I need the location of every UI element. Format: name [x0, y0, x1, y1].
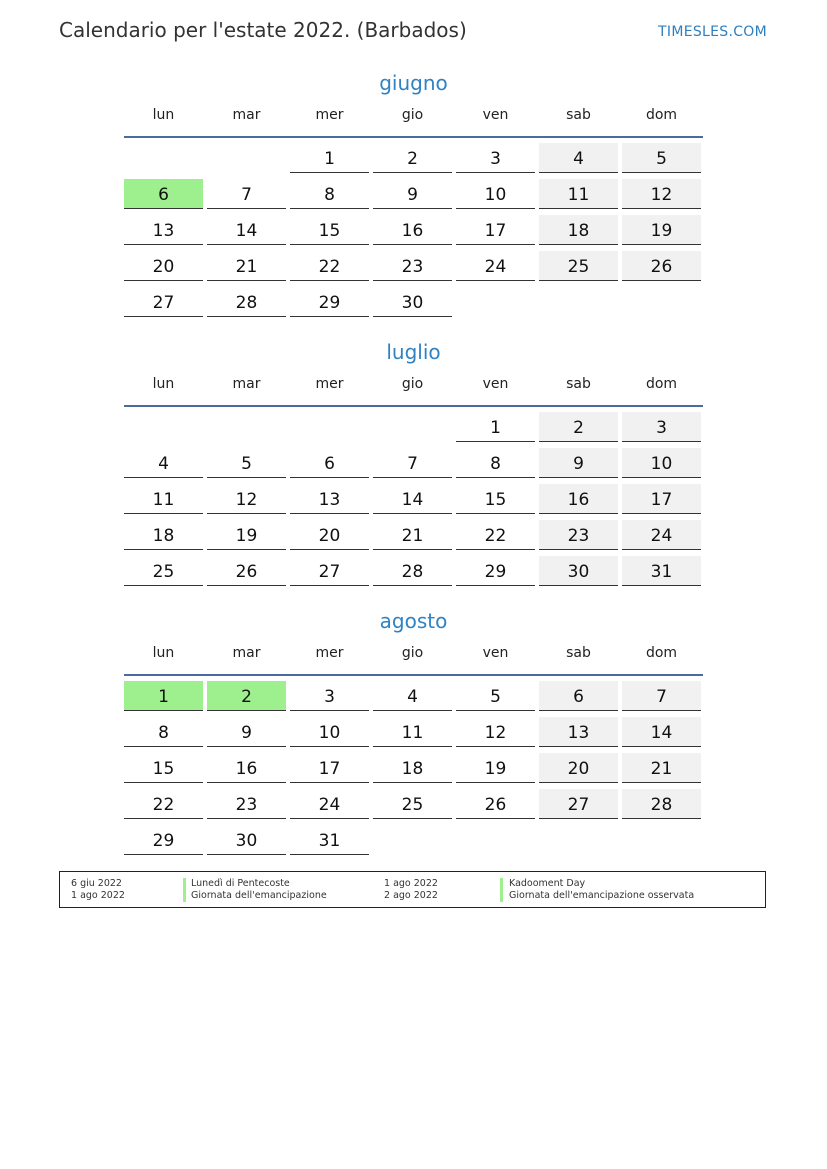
day-cell: 7 [373, 448, 452, 478]
day-cell: 22 [290, 251, 369, 281]
brand-link[interactable]: TIMESLES.COM [658, 24, 767, 40]
day-cell: 18 [539, 215, 618, 245]
day-cell: 3 [290, 681, 369, 711]
week-row [124, 484, 703, 515]
weekday-header [124, 103, 703, 133]
week-row [124, 287, 703, 318]
week-row [124, 825, 703, 856]
day-cell: 16 [373, 215, 452, 245]
holiday-legend [59, 871, 766, 908]
legend-holiday-name: Giornata dell'emancipazione [191, 890, 327, 901]
day-cell: 4 [124, 448, 203, 478]
week-row [124, 681, 703, 712]
day-cell: 7 [622, 681, 701, 711]
day-cell: 30 [207, 825, 286, 855]
holiday-color-marker [183, 878, 186, 890]
header-divider [124, 136, 703, 138]
day-cell: 11 [539, 179, 618, 209]
day-cell: 2 [539, 412, 618, 442]
day-cell: 31 [290, 825, 369, 855]
day-cell: 9 [207, 717, 286, 747]
day-cell: 21 [622, 753, 701, 783]
month-luglio [124, 337, 703, 592]
day-cell: 27 [124, 287, 203, 317]
day-cell: 10 [456, 179, 535, 209]
day-cell: 20 [124, 251, 203, 281]
legend-date: 1 ago 2022 [384, 878, 438, 889]
day-cell: 30 [539, 556, 618, 586]
day-cell: 23 [373, 251, 452, 281]
day-cell: 2 [373, 143, 452, 173]
day-cell: 7 [207, 179, 286, 209]
day-cell: 14 [622, 717, 701, 747]
legend-date: 1 ago 2022 [71, 890, 125, 901]
empty-day-cell [539, 825, 618, 855]
day-cell: 11 [373, 717, 452, 747]
page-title: Calendario per l'estate 2022. (Barbados) [59, 18, 467, 42]
day-cell: 6 [124, 179, 203, 209]
day-cell: 15 [290, 215, 369, 245]
day-cell: 1 [290, 143, 369, 173]
day-cell: 10 [290, 717, 369, 747]
day-cell: 24 [456, 251, 535, 281]
weekday-label: lun [152, 645, 175, 661]
day-cell: 29 [290, 287, 369, 317]
day-cell: 19 [622, 215, 701, 245]
month-name: giugno [379, 71, 448, 95]
day-cell: 1 [456, 412, 535, 442]
day-cell: 24 [622, 520, 701, 550]
day-cell: 29 [124, 825, 203, 855]
day-cell: 29 [456, 556, 535, 586]
weekday-label: dom [645, 376, 678, 392]
weekday-label: mer [315, 107, 344, 123]
day-cell: 3 [456, 143, 535, 173]
week-row [124, 412, 703, 443]
day-cell: 5 [622, 143, 701, 173]
day-cell: 23 [539, 520, 618, 550]
day-cell: 19 [207, 520, 286, 550]
day-cell: 21 [207, 251, 286, 281]
holiday-color-marker [500, 878, 503, 890]
weekday-label: gio [401, 376, 424, 392]
day-cell: 22 [456, 520, 535, 550]
header-divider [124, 674, 703, 676]
week-row [124, 215, 703, 246]
day-cell: 27 [290, 556, 369, 586]
day-cell: 25 [124, 556, 203, 586]
day-cell: 18 [124, 520, 203, 550]
holiday-color-marker [500, 890, 503, 902]
day-cell: 14 [207, 215, 286, 245]
day-cell: 31 [622, 556, 701, 586]
empty-day-cell [539, 287, 618, 317]
empty-day-cell [124, 412, 203, 442]
empty-day-cell [290, 412, 369, 442]
weekday-header [124, 372, 703, 402]
day-cell: 13 [290, 484, 369, 514]
day-cell: 6 [539, 681, 618, 711]
weekday-label: sab [566, 376, 591, 392]
legend-holiday-name: Lunedì di Pentecoste [191, 878, 290, 889]
month-name: agosto [379, 609, 448, 633]
day-cell: 9 [539, 448, 618, 478]
legend-holiday-name: Giornata dell'emancipazione osservata [509, 890, 695, 901]
empty-day-cell [456, 825, 535, 855]
week-row [124, 789, 703, 820]
day-cell: 4 [539, 143, 618, 173]
day-cell: 10 [622, 448, 701, 478]
day-cell: 12 [622, 179, 701, 209]
weekday-label: dom [645, 107, 678, 123]
month-name: luglio [386, 340, 441, 364]
day-cell: 12 [456, 717, 535, 747]
day-cell: 16 [207, 753, 286, 783]
day-cell: 18 [373, 753, 452, 783]
empty-day-cell [124, 143, 203, 173]
day-cell: 22 [124, 789, 203, 819]
legend-date: 6 giu 2022 [71, 878, 122, 889]
day-cell: 8 [456, 448, 535, 478]
empty-day-cell [622, 825, 701, 855]
day-cell: 13 [124, 215, 203, 245]
day-cell: 12 [207, 484, 286, 514]
day-cell: 20 [539, 753, 618, 783]
day-cell: 11 [124, 484, 203, 514]
week-row [124, 251, 703, 282]
weekday-label: gio [401, 107, 424, 123]
day-cell: 28 [622, 789, 701, 819]
legend-holiday-name: Kadooment Day [509, 878, 586, 889]
weekday-label: mar [232, 645, 261, 661]
empty-day-cell [207, 143, 286, 173]
weekday-label: sab [566, 107, 591, 123]
day-cell: 25 [539, 251, 618, 281]
weekday-label: ven [482, 376, 509, 392]
day-cell: 5 [456, 681, 535, 711]
weekday-label: gio [401, 645, 424, 661]
weekday-label: mer [315, 376, 344, 392]
week-row [124, 143, 703, 174]
day-cell: 23 [207, 789, 286, 819]
day-cell: 17 [456, 215, 535, 245]
month-agosto [124, 606, 703, 861]
day-cell: 5 [207, 448, 286, 478]
day-cell: 3 [622, 412, 701, 442]
weekday-label: sab [566, 645, 591, 661]
day-cell: 28 [207, 287, 286, 317]
week-row [124, 179, 703, 210]
day-cell: 24 [290, 789, 369, 819]
empty-day-cell [456, 287, 535, 317]
day-cell: 8 [290, 179, 369, 209]
day-cell: 28 [373, 556, 452, 586]
weekday-label: mer [315, 645, 344, 661]
weekday-label: lun [152, 376, 175, 392]
day-cell: 17 [290, 753, 369, 783]
day-cell: 15 [456, 484, 535, 514]
day-cell: 17 [622, 484, 701, 514]
day-cell: 4 [373, 681, 452, 711]
day-cell: 6 [290, 448, 369, 478]
day-cell: 15 [124, 753, 203, 783]
week-row [124, 556, 703, 587]
day-cell: 13 [539, 717, 618, 747]
day-cell: 25 [373, 789, 452, 819]
day-cell: 16 [539, 484, 618, 514]
day-cell: 26 [622, 251, 701, 281]
day-cell: 26 [207, 556, 286, 586]
week-row [124, 753, 703, 784]
empty-day-cell [373, 412, 452, 442]
day-cell: 9 [373, 179, 452, 209]
weekday-label: dom [645, 645, 678, 661]
header-divider [124, 405, 703, 407]
weekday-label: lun [152, 107, 175, 123]
week-row [124, 448, 703, 479]
weekday-label: mar [232, 376, 261, 392]
week-row [124, 717, 703, 748]
legend-date: 2 ago 2022 [384, 890, 438, 901]
month-giugno [124, 68, 703, 323]
weekday-label: ven [482, 645, 509, 661]
week-row [124, 520, 703, 551]
day-cell: 2 [207, 681, 286, 711]
day-cell: 26 [456, 789, 535, 819]
weekday-header [124, 641, 703, 671]
empty-day-cell [207, 412, 286, 442]
day-cell: 30 [373, 287, 452, 317]
day-cell: 19 [456, 753, 535, 783]
day-cell: 20 [290, 520, 369, 550]
holiday-color-marker [183, 890, 186, 902]
day-cell: 21 [373, 520, 452, 550]
day-cell: 27 [539, 789, 618, 819]
day-cell: 8 [124, 717, 203, 747]
weekday-label: mar [232, 107, 261, 123]
empty-day-cell [622, 287, 701, 317]
day-cell: 14 [373, 484, 452, 514]
weekday-label: ven [482, 107, 509, 123]
day-cell: 1 [124, 681, 203, 711]
empty-day-cell [373, 825, 452, 855]
